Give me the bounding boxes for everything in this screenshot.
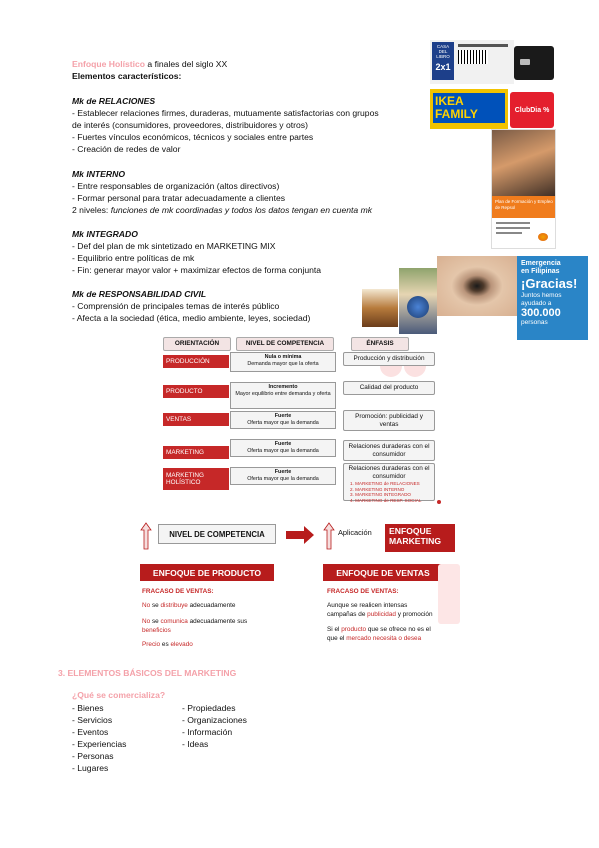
reason-text: campañas de <box>327 611 368 618</box>
row-level-holistico <box>230 467 336 485</box>
enfoque-marketing-box <box>385 524 455 552</box>
row-emphasis-producto: Calidad del producto <box>343 381 435 395</box>
books-image <box>362 289 398 327</box>
reason-highlight: publicidad <box>367 611 396 618</box>
element-lugares: - Lugares <box>72 763 109 773</box>
civil-line-2: - Afecta a la sociedad (ética, medio ambiente, leyes, sociedad) <box>72 313 311 323</box>
reason-text: adecuadamente <box>187 602 236 609</box>
integrado-line-1: - Def del plan de mk sintetizado en MARKETING MIX <box>72 241 276 251</box>
banner-number: 300.000 <box>521 307 561 319</box>
enfoque-producto-header: ENFOQUE DE PRODUCTO <box>140 564 274 581</box>
emphasis-text: Relaciones duraderas con el consumidor <box>348 465 430 480</box>
reason-highlight: mercado necesita o desea <box>346 635 422 642</box>
row-orientation-produccion: PRODUCCIÓN <box>163 355 229 368</box>
reason-text: que el <box>327 635 347 642</box>
reason-text: Si el <box>327 626 342 633</box>
reason-highlight: elevado <box>170 641 193 648</box>
level-bold: Fuerte <box>274 469 292 475</box>
element-propiedades: - Propiedades <box>182 703 236 713</box>
decorative-dot <box>437 500 441 504</box>
reason-highlight: No <box>142 618 151 625</box>
level-bold: Nula o mínima <box>264 354 302 360</box>
row-emphasis-marketing: Relaciones duraderas con el consumidor <box>343 440 435 461</box>
level-bold: Incremento <box>268 384 298 390</box>
row-orientation-producto: PRODUCTO <box>163 385 229 398</box>
section3-heading: 3. ELEMENTOS BÁSICOS DEL MARKETING <box>58 668 237 678</box>
element-ideas: - Ideas <box>182 739 209 749</box>
table-header-enfasis: ÉNFASIS <box>351 337 409 351</box>
row-orientation-ventas: VENTAS <box>163 413 229 426</box>
row-orientation-marketing: MARKETING <box>163 446 229 459</box>
reason-text: y promoción <box>395 611 433 618</box>
child-globe-image <box>399 268 437 334</box>
reason-highlight: producto <box>341 626 367 633</box>
element-experiencias: - Experiencias <box>72 739 127 749</box>
reason-text: se <box>150 602 161 609</box>
intro-highlight: Enfoque Holístico <box>72 59 146 69</box>
intro-rest: a finales del siglo XX <box>145 59 228 69</box>
ventas-reason-3 <box>327 626 431 635</box>
eye-closeup-image <box>437 256 517 316</box>
aplicacion-label: Aplicación <box>338 528 372 537</box>
casa-del-libro-logo <box>432 42 454 80</box>
row-level-produccion <box>230 352 336 372</box>
black-card-image <box>514 46 554 80</box>
element-eventos: - Eventos <box>72 727 109 737</box>
banner-line-4: ayudado a <box>521 299 552 307</box>
row-emphasis-holistico <box>343 463 435 501</box>
producto-reason-2 <box>142 618 247 627</box>
row-level-ventas <box>230 411 336 429</box>
enfoque-ventas-header: ENFOQUE DE VENTAS <box>323 564 443 581</box>
section-title-interno: Mk INTERNO <box>72 169 125 179</box>
up-arrow-icon <box>140 522 152 550</box>
level-text: Demanda mayor que la oferta <box>247 360 319 367</box>
interno-tail-prefix: 2 niveles: <box>72 205 111 215</box>
ikea-family-card-image <box>430 89 508 129</box>
element-informacion: - Información <box>182 727 233 737</box>
casa-del-libro-promo: 2x1 <box>435 62 451 72</box>
repsol-brochure-image <box>491 129 556 249</box>
row-level-producto <box>230 382 336 409</box>
club-dia-label: ClubDia % <box>514 106 550 114</box>
up-arrow-icon <box>323 522 335 550</box>
reason-text: adecuadamente sus <box>187 618 248 625</box>
intro-subtitle: Elementos característicos: <box>72 71 182 81</box>
level-bold: Fuerte <box>274 441 292 447</box>
element-servicios: - Servicios <box>72 715 113 725</box>
level-text: Oferta mayor que la demanda <box>247 447 319 454</box>
casa-del-libro-label: CASA DEL LIBRO <box>436 44 450 59</box>
globe-icon <box>407 296 429 318</box>
reason-highlight: distribuye <box>160 602 188 609</box>
banner-line-3: Juntos hemos <box>521 292 562 299</box>
level-text: Mayor equilibrio entre demanda y oferta <box>235 390 331 397</box>
nivel-competencia-box: NIVEL DE COMPETENCIA <box>158 524 276 544</box>
decorative-shape <box>438 564 460 624</box>
reason-text: se <box>150 618 161 625</box>
section3-question: ¿Qué se comercializa? <box>72 690 166 700</box>
emergencia-filipinas-banner <box>517 256 588 340</box>
ventas-reason-1: Aunque se realicen intensas <box>327 602 408 609</box>
interno-line-2: - Formar personal para tratar adecuadamente a clientes <box>72 193 286 203</box>
fracaso-label-left: FRACASO DE VENTAS: <box>142 588 214 595</box>
emphasis-sub-item: 2. MARKETING INTERNO <box>350 486 405 492</box>
emphasis-sub-item: 4. MARKETING de RESP. SOCIAL <box>350 497 422 503</box>
reason-text: es <box>160 641 171 648</box>
interno-tail-italic: funciones de mk coordinadas y todos los datos tengan en cuenta mk <box>110 205 373 215</box>
ventas-reason-4 <box>327 635 421 644</box>
level-text: Oferta mayor que la demanda <box>247 475 319 482</box>
producto-reason-2-cont: beneficios <box>142 627 171 634</box>
element-personas: - Personas <box>72 751 114 761</box>
banner-line-1: Emergencia <box>521 260 561 267</box>
row-emphasis-ventas: Promoción: publicidad y ventas <box>343 410 435 431</box>
interno-line-1: - Entre responsables de organización (altos directivos) <box>72 181 280 191</box>
interno-line-3 <box>72 205 372 217</box>
section-title-civil: Mk de RESPONSABILIDAD CIVIL <box>72 289 207 299</box>
row-level-marketing <box>230 439 336 457</box>
level-bold: Fuerte <box>274 413 292 419</box>
banner-line-2: en Filipinas <box>521 268 560 275</box>
element-bienes: - Bienes <box>72 703 104 713</box>
row-orientation-holistico: MARKETING HOLÍSTICO <box>163 468 229 490</box>
integrado-line-3: - Fin: generar mayor valor + maximizar efectos de forma conjunta <box>72 265 322 275</box>
banner-line-5: personas <box>521 319 548 326</box>
ikea-family-label: IKEA FAMILY <box>433 93 505 123</box>
repsol-caption: Plan de Formación y Empleo de Repsol <box>492 196 556 218</box>
casa-del-libro-card-image <box>430 40 514 84</box>
repsol-photo <box>492 130 556 196</box>
level-text: Oferta mayor que la demanda <box>247 419 319 426</box>
enfoque-marketing-line-2: MARKETING <box>389 536 442 546</box>
emphasis-sub-item: 1. MARKETING de RELACIONES <box>350 481 420 486</box>
ventas-reason-2 <box>327 611 433 620</box>
relaciones-line-1: - Establecer relaciones firmes, duraderas, mutuamente satisfactorias con grupos <box>72 108 379 118</box>
relaciones-line-3: - Fuertes vínculos económicos, técnicos y sociales entre partes <box>72 132 314 142</box>
reason-text: que se ofrece no es el <box>366 626 431 633</box>
row-emphasis-produccion: Producción y distribución <box>343 352 435 366</box>
relaciones-line-2: de interés (consumidores, proveedores, distribuidores y otros) <box>72 120 308 130</box>
integrado-line-2: - Equilibrio entre políticas de mk <box>72 253 195 263</box>
enfoque-marketing-line-1: ENFOQUE <box>389 526 432 536</box>
table-header-orientacion: ORIENTACIÓN <box>163 337 231 351</box>
section-title-integrado: Mk INTEGRADO <box>72 229 138 239</box>
club-dia-card-image <box>510 92 554 128</box>
reason-highlight: comunica <box>160 618 188 625</box>
producto-reason-1 <box>142 602 235 611</box>
reason-highlight: No <box>142 602 151 609</box>
intro-line <box>72 59 227 71</box>
right-arrow-icon <box>286 526 314 544</box>
producto-reason-3 <box>142 641 193 650</box>
fracaso-label-right: FRACASO DE VENTAS: <box>327 588 399 595</box>
banner-gracias: ¡Gracias! <box>521 276 578 291</box>
section-title-relaciones: Mk de RELACIONES <box>72 96 156 106</box>
repsol-logo-icon <box>538 233 548 241</box>
reason-highlight: Precio <box>142 641 161 648</box>
table-header-nivel: NIVEL DE COMPETENCIA <box>236 337 334 351</box>
relaciones-line-4: - Creación de redes de valor <box>72 144 181 154</box>
civil-line-1: - Comprensión de principales temas de interés público <box>72 301 280 311</box>
emphasis-sub-item: 3. MARKETING INTEGRADO <box>350 492 412 498</box>
element-organizaciones: - Organizaciones <box>182 715 247 725</box>
